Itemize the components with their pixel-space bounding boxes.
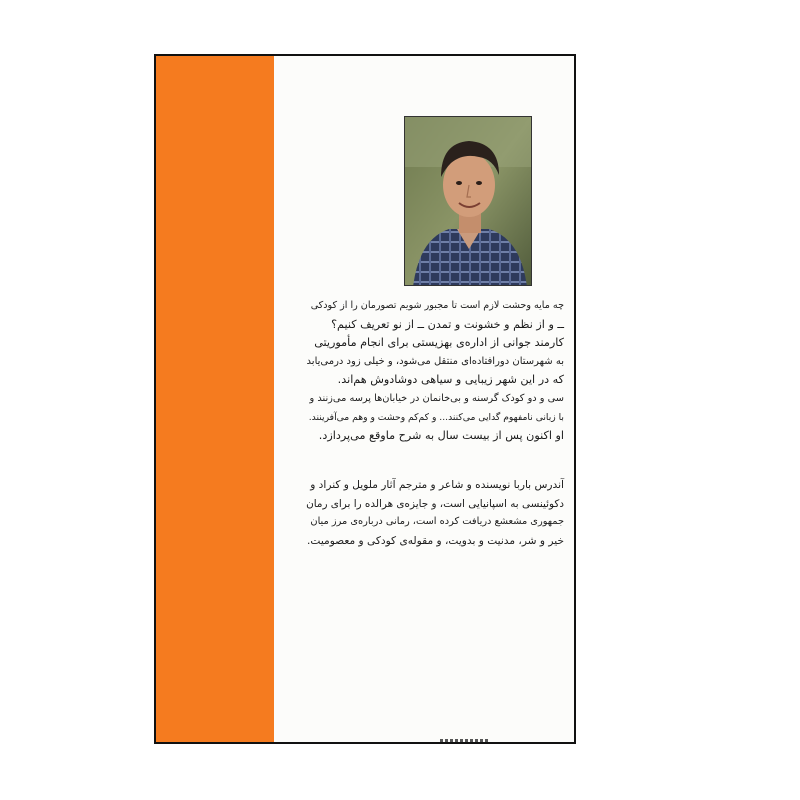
blurb-line: به شهرستان دورافتاده‌ای منتقل می‌شود، و خیلی زود درمی‌یابد [306,355,564,367]
blurb-line: کارمند جوانی از اداره‌ی بهزیستی برای انجام مأموریتی [314,336,564,350]
bio-line: آندرس باربا نویسنده و شاعر و مترجم آثار ملویل و کنراد و [310,479,564,491]
book-blurb-paragraph-1 [306,297,564,446]
barcode-edge-mark [440,739,488,742]
blurb-line: سی و دو کودک گرسنه و بی‌خانمان در خیابان‌ها پرسه می‌زنند و [309,392,564,404]
author-portrait-icon [405,117,532,286]
book-back-cover [154,54,576,744]
blurb-line: که در این شهر زیبایی و سیاهی دوشادوش هم‌اند. [337,373,564,387]
blurb-line: چه مایه وحشت لازم است تا مجبور شویم تصورمان را از کودکی [310,300,564,311]
orange-stripe [156,56,274,742]
author-bio-paragraph [306,476,564,550]
blurb-line: او اکنون پس از بیست سال به شرح ماوقع می‌پردازد. [318,429,564,443]
bio-line: دکوئینسی به اسپانیایی است، و جایزه‌ی هرالده را برای رمان [306,497,564,510]
blurb-line: با زبانی نامفهوم گدایی می‌کنند... و کم‌کم وحشت و وهم می‌آفرینند. [308,411,564,423]
bio-line: خیر و شر، مدنیت و بدویت، و مقوله‌ی کودکی و معصومیت. [307,534,564,547]
blurb-line: ــ و از نظم و خشونت و تمدن ــ از نو تعریف کنیم؟ [331,317,564,331]
author-photo [404,116,532,286]
bio-line: جمهوری مشعشع دریافت کرده است، رمانی درباره‌ی مرز میان [310,516,564,528]
